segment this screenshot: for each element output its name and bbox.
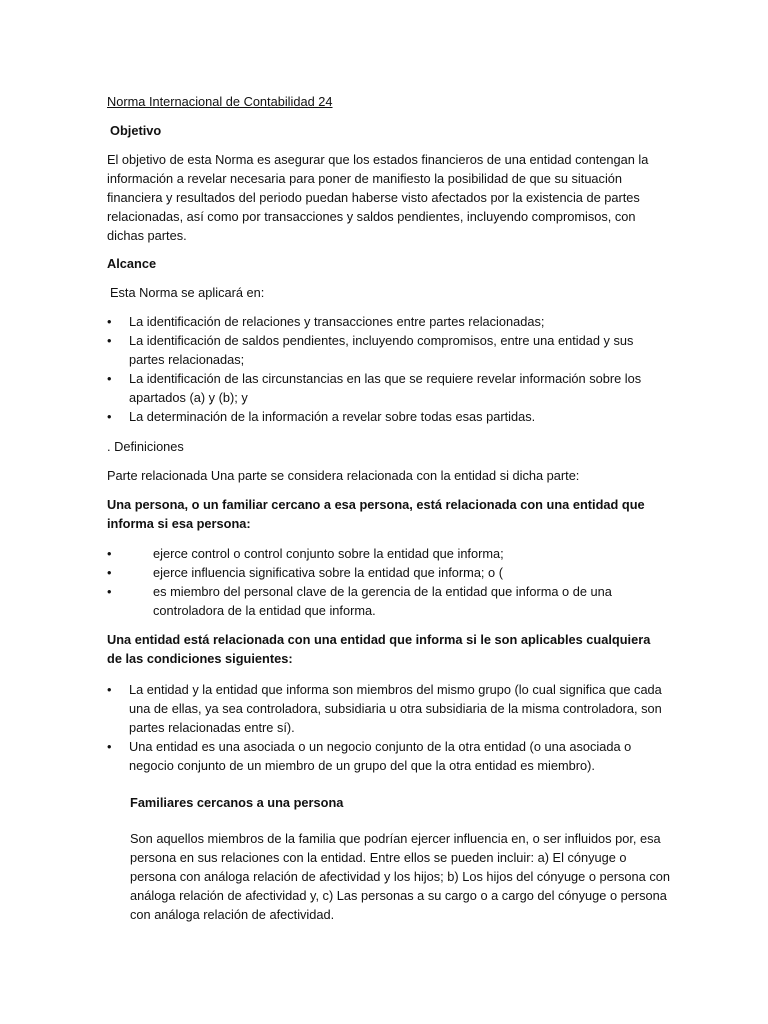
persona-list — [107, 544, 667, 620]
entidad-list — [107, 680, 667, 775]
familiares-paragraph: Son aquellos miembros de la familia que podrían ejercer influencia en, o ser influidos por, esa persona en sus relaciones con la entidad. Entre ellos se pueden incluir: a) El cónyuge o persona con análoga relación de afectividad y los hijos; b) Los hijos del cónyuge o persona con análoga relación de afectividad y, c) Las personas a su cargo o a cargo del cónyuge o persona con análoga relación de afectividad. — [130, 831, 670, 922]
objetivo-heading: Objetivo — [110, 123, 162, 138]
list-item: • ejerce control o control conjunto sobre la entidad que informa; — [107, 544, 667, 563]
definiciones-heading: . Definiciones — [107, 439, 184, 454]
list-item: • La identificación de las circunstancias en las que se requiere revelar información sobre los apartados (a) y (b); y — [107, 369, 667, 407]
list-item: • La determinación de la información a revelar sobre todas esas partidas. — [107, 407, 667, 426]
alcance-list — [107, 312, 667, 426]
entidad-heading: Una entidad está relacionada con una entidad que informa si le son aplicables cualquiera de las condiciones siguientes: — [107, 632, 651, 666]
familiares-heading: Familiares cercanos a una persona — [130, 795, 344, 810]
alcance-intro: Esta Norma se aplicará en: — [110, 285, 265, 300]
list-item: • es miembro del personal clave de la gerencia de la entidad que informa o de una controladora de la entidad que informa. — [107, 582, 667, 620]
persona-heading: Una persona, o un familiar cercano a esa persona, está relacionada con una entidad que informa si esa persona: — [107, 497, 645, 531]
list-item: • ejerce influencia significativa sobre la entidad que informa; o ( — [107, 563, 667, 582]
parte-relacionada-text: Parte relacionada Una parte se considera relacionada con la entidad si dicha parte: — [107, 468, 580, 483]
list-item: • La identificación de saldos pendientes, incluyendo compromisos, entre una entidad y sus partes relacionadas; — [107, 331, 667, 369]
list-item: • La identificación de relaciones y transacciones entre partes relacionadas; — [107, 312, 667, 331]
list-item: • La entidad y la entidad que informa son miembros del mismo grupo (lo cual significa que cada una de ellas, ya sea controladora, subsidiaria u otra subsidiaria de la misma controladora, son partes relacionadas entre sí). — [107, 680, 667, 737]
objetivo-paragraph: El objetivo de esta Norma es asegurar que los estados financieros de una entidad contengan la información a revelar necesaria para poner de manifiesto la posibilidad de que su situación financiera y resultados del periodo puedan haberse visto afectados por la existencia de partes relacionadas, así como por transacciones y saldos pendientes, incluyendo compromisos, con dichas partes. — [107, 152, 649, 243]
alcance-heading: Alcance — [107, 256, 157, 271]
list-item: • Una entidad es una asociada o un negocio conjunto de la otra entidad (o una asociada o negocio conjunto de un miembro de un grupo del que la otra entidad es miembro). — [107, 737, 667, 775]
document-title: Norma Internacional de Contabilidad 24 — [107, 94, 333, 109]
